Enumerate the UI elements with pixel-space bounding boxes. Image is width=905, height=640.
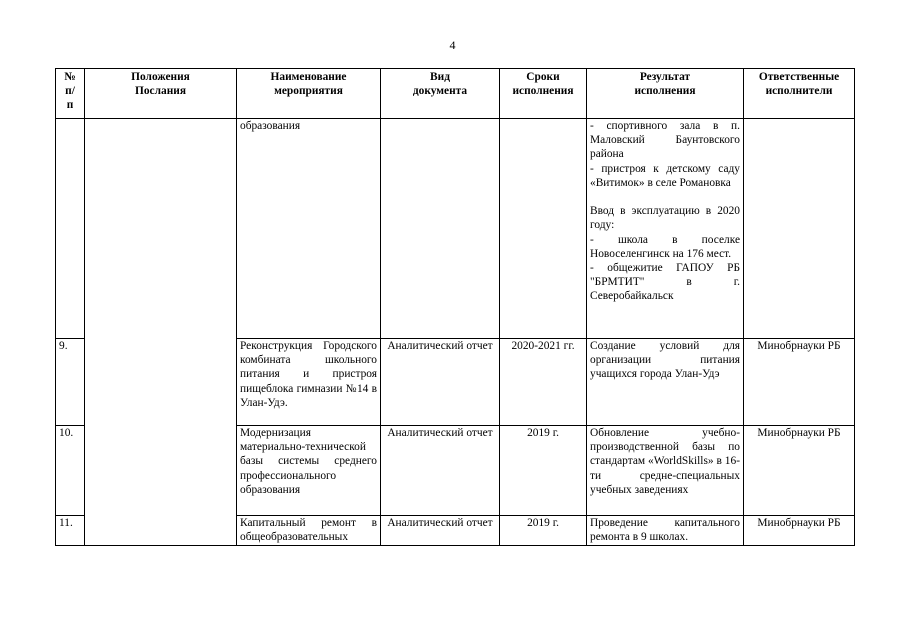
header-num: № п/ п (56, 69, 85, 119)
header-responsible: Ответственные исполнители (744, 69, 855, 119)
cell-provisions (85, 119, 237, 546)
cell-doc-type: Аналитический отчет (381, 339, 500, 426)
table-header-row (56, 69, 855, 119)
page-number: 4 (449, 38, 456, 52)
cell-result: Проведение капитального ремонта в 9 школах. (587, 516, 744, 546)
cell-num: 9. (56, 339, 85, 426)
cell-result: Создание условий для организации питания учащихся города Улан-Удэ (587, 339, 744, 426)
table-row (56, 119, 855, 339)
cell-responsible: Минобрнауки РБ (744, 426, 855, 516)
cell-event: образования (237, 119, 381, 339)
cell-event: Реконструкция Городского комбината школьного питания и пристроя пищеблока гимназии №14 в Улан-Удэ. (237, 339, 381, 426)
cell-result: Обновление учебно-производственной базы по стандартам «WorldSkills» в 16-ти средне-специальных учебных заведениях (587, 426, 744, 516)
cell-event: Модернизация материально-технической базы системы среднего профессионального образования (237, 426, 381, 516)
cell-event: Капитальный ремонт в общеобразовательных (237, 516, 381, 546)
header-doc-type: Вид документа (381, 69, 500, 119)
header-provisions: Положения Послания (85, 69, 237, 119)
cell-result: - спортивного зала в п. Маловский Баунтовского района - пристроя к детскому саду «Витимок» в селе Романовка Ввод в эксплуатацию в 2020 году: - школа в поселке Новоселенгинск на 176 мест. - общежитие ГАПОУ РБ "БРМТИТ" в г. Северобайкальск (587, 119, 744, 339)
cell-doc-type: Аналитический отчет (381, 426, 500, 516)
action-plan-table (55, 68, 855, 546)
cell-doc-type (381, 119, 500, 339)
cell-num (56, 119, 85, 339)
cell-responsible: Минобрнауки РБ (744, 339, 855, 426)
cell-deadlines (500, 119, 587, 339)
cell-deadlines: 2020-2021 гг. (500, 339, 587, 426)
cell-deadlines: 2019 г. (500, 426, 587, 516)
cell-num: 10. (56, 426, 85, 516)
header-event: Наименование мероприятия (237, 69, 381, 119)
header-result: Результат исполнения (587, 69, 744, 119)
cell-responsible: Минобрнауки РБ (744, 516, 855, 546)
cell-responsible (744, 119, 855, 339)
header-deadlines: Сроки исполнения (500, 69, 587, 119)
cell-deadlines: 2019 г. (500, 516, 587, 546)
cell-doc-type: Аналитический отчет (381, 516, 500, 546)
cell-num: 11. (56, 516, 85, 546)
